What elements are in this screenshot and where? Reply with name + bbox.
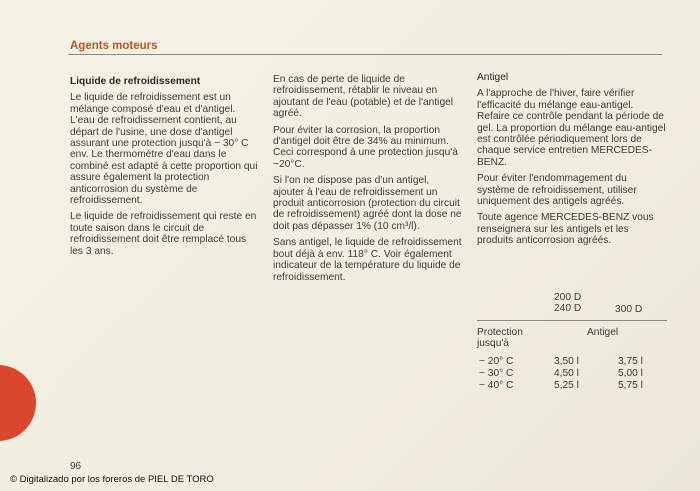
scan-credit: © Digitalizado por los foreros de PIEL DE TORO (10, 474, 214, 485)
cell-300d: 5,00 l (618, 368, 643, 379)
refill-paragraph-4: Sans antigel, le liquide de refroidissement bout déjà à env. 118° C. Voir également indicateur de la température du liquide de refroidissement. (273, 237, 462, 283)
antifreeze-paragraph-2: Pour éviter l'endommagement du système de refroidissement, utiliser uniquement des antigels agréés. (477, 173, 637, 208)
table-row-label: Protection jusqu'à (477, 327, 523, 350)
antifreeze-paragraph-1: A l'approche de l'hiver, faire vérifier l'efficacité du mélange eau-antigel. Refaire ce contrôle pendant la période de gel. La proportion du mélange eau-antigel est contrôlée périodiquement lors de chaque service entretien MERCEDES-BENZ. (477, 88, 666, 168)
refill-paragraph-2: Pour éviter la corrosion, la proportion d'antigel doit être de 34% au minimum. Ceci correspond à une protection jusqu'à −20°C. (273, 124, 458, 170)
antifreeze-paragraph-3: Toute agence MERCEDES-BENZ vous renseignera sur les antigels et les produits anticorrosion agréés. (477, 212, 654, 247)
header-divider (68, 54, 662, 55)
refill-paragraph-1: En cas de perte de liquide de refroidissement, rétablir le niveau en ajoutant de l'eau (potable) et de l'antigel agréé. (273, 74, 454, 120)
cell-200-240d: 4,50 l (554, 368, 579, 379)
cell-temp: − 40° C (479, 380, 514, 391)
table-row (477, 380, 667, 392)
section-title: Agents moteurs (70, 40, 158, 52)
cell-300d: 5,75 l (618, 380, 643, 391)
page-number: 96 (70, 461, 82, 472)
coolant-paragraph-2: Le liquide de refroidissement qui reste en toute saison dans le circuit de refroidissement doit être remplacé tous les 3 ans. (70, 211, 257, 257)
cell-temp: − 30° C (479, 368, 514, 379)
table-header-300d: 300 D (615, 304, 643, 315)
table-divider (477, 320, 667, 321)
coolant-heading: Liquide de refroidissement (70, 76, 201, 87)
table-row (477, 356, 667, 368)
cell-temp: − 20° C (479, 356, 514, 367)
table-header-200-240d: 200 D 240 D (554, 292, 582, 315)
cell-300d: 3,75 l (618, 356, 643, 367)
refill-paragraph-3: Si l'on ne dispose pas d'un antigel, ajouter à l'eau de refroidissement un produit anticorrosion (protection du circuit de refroidissement) agréé dont la dose ne doit pas dépasser 1% (10 cm³/l). (273, 175, 462, 232)
antifreeze-heading: Antigel (477, 72, 509, 83)
cell-200-240d: 5,25 l (554, 380, 579, 391)
column-antifreeze (477, 72, 667, 252)
cell-200-240d: 3,50 l (554, 356, 579, 367)
column-refill (273, 74, 463, 288)
table-row (477, 368, 667, 380)
column-coolant (70, 76, 260, 262)
table-subheader-antigel: Antigel (587, 327, 619, 338)
coolant-paragraph-1: Le liquide de refroidissement est un mélange composé d'eau et d'antigel. L'eau de refroidissement contient, au départ de l'usine, une dose d'antigel assurant une protection jusqu'à − 30° C env. Le thermomètre d'eau dans le combiné est adapté à cette proportion qui assure également la protection anticorrosion du système de refroidissement. (70, 92, 258, 207)
